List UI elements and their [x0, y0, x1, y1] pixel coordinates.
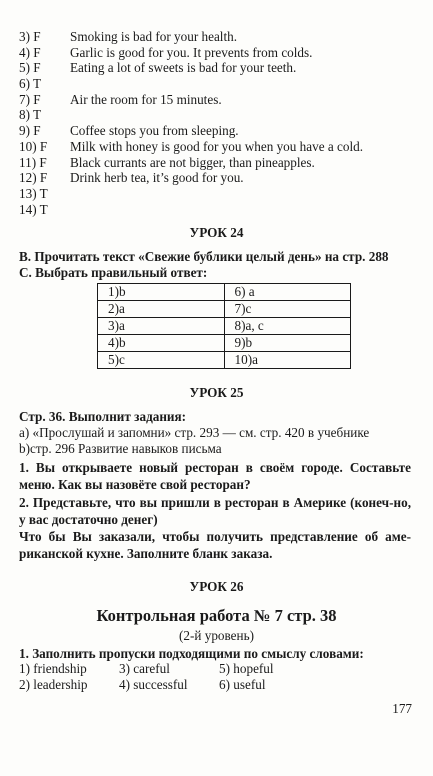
answer-number: 4) F	[19, 44, 41, 60]
answer-number: 11) F	[19, 154, 47, 170]
table-cell: 8)a, c	[224, 318, 351, 335]
answer-row	[19, 186, 419, 202]
answer-text: Smoking is bad for your health.	[70, 29, 238, 44]
answer-number: 12) F	[19, 170, 48, 186]
control-work-title: Контрольная работа № 7 стр. 38	[96, 606, 337, 625]
answer-number: 5) F	[19, 60, 41, 76]
table-cell: 9)b	[224, 335, 351, 352]
answer-row	[19, 202, 419, 218]
task-2-continued: Что бы Вы заказали, чтобы получить представление об аме-риканской кухне. Заполните бланк заказа.	[19, 529, 411, 561]
word-list	[19, 661, 319, 693]
answer-list	[19, 29, 419, 217]
page-number: 177	[392, 701, 412, 716]
task-2: 2. Представьте, что вы пришли в ресторан в Америке (конеч-но, у вас достаточно денег)	[19, 495, 411, 527]
lesson-24-title: УРОК 24	[189, 225, 244, 240]
line-a: а) «Прослушай и запомни» стр. 293 — см. стр. 420 в учебнике	[19, 425, 370, 440]
table-cell: 2)a	[98, 301, 225, 318]
answer-row	[19, 170, 419, 186]
answer-text: Coffee stops you from sleeping.	[70, 123, 239, 139]
table-row	[98, 284, 351, 301]
task-1: 1. Вы открываете новый ресторан в своём городе. Составьте меню. Как вы назовёте свой ресторан?	[19, 460, 411, 492]
answer-row	[19, 92, 419, 108]
table-cell: 1)b	[98, 284, 225, 301]
word-option: 2) leadership	[19, 677, 88, 692]
answer-row	[19, 155, 419, 171]
word-option: 4) successful	[119, 677, 188, 692]
answer-number: 3) F	[19, 29, 41, 44]
answer-number: 6) T	[19, 76, 42, 92]
answer-row	[19, 76, 419, 92]
answer-row	[19, 29, 419, 45]
answer-number: 8) T	[19, 107, 42, 123]
answer-number: 13) T	[19, 185, 48, 201]
lesson-26-title: УРОК 26	[189, 579, 244, 594]
answer-table	[97, 283, 351, 369]
answer-text: Eating a lot of sweets is bad for your teeth.	[70, 60, 297, 76]
table-row	[98, 301, 351, 318]
answer-text: Drink herb tea, it’s good for you.	[70, 170, 244, 186]
answer-text: Black currants are not bigger, than pineapples.	[70, 154, 315, 170]
answer-number: 9) F	[19, 123, 41, 139]
word-row	[19, 661, 319, 677]
table-cell: 3)a	[98, 318, 225, 335]
level-subtitle: (2-й уровень)	[179, 628, 254, 643]
word-option: 1) friendship	[19, 661, 87, 676]
answer-row	[19, 107, 419, 123]
table-cell: 5)c	[98, 352, 225, 369]
lesson-25-heading: Стр. 36. Выполнит задания:	[19, 409, 187, 424]
answer-row	[19, 45, 419, 61]
task-b: B. Прочитать текст «Свежие бублики целый день» на стр. 288	[19, 249, 389, 264]
answer-text: Air the room for 15 minutes.	[70, 91, 222, 107]
table-row	[98, 335, 351, 352]
table-row	[98, 318, 351, 335]
answer-row	[19, 60, 419, 76]
table-cell: 4)b	[98, 335, 225, 352]
word-option: 6) useful	[219, 677, 266, 692]
line-b: b)стр. 296 Развитие навыков письма	[19, 441, 222, 456]
table-cell: 7)c	[224, 301, 351, 318]
answer-number: 10) F	[19, 138, 48, 154]
answer-text: Garlic is good for you. It prevents from colds.	[70, 44, 313, 60]
fill-in-task: 1. Заполнить пропуски подходящими по смыслу словами:	[19, 646, 364, 661]
word-option: 3) careful	[119, 661, 170, 676]
answer-number: 14) T	[19, 201, 48, 217]
table-row	[98, 352, 351, 369]
answer-row	[19, 123, 419, 139]
task-c: C. Выбрать правильный ответ:	[19, 265, 208, 280]
word-row	[19, 677, 319, 693]
answer-text: Milk with honey is good for you when you have a cold.	[70, 138, 364, 154]
lesson-25-title: УРОК 25	[189, 385, 244, 400]
table-cell: 10)a	[224, 352, 351, 369]
answer-row	[19, 139, 419, 155]
word-option: 5) hopeful	[219, 661, 274, 676]
answer-number: 7) F	[19, 91, 41, 107]
table-cell: 6) a	[224, 284, 351, 301]
